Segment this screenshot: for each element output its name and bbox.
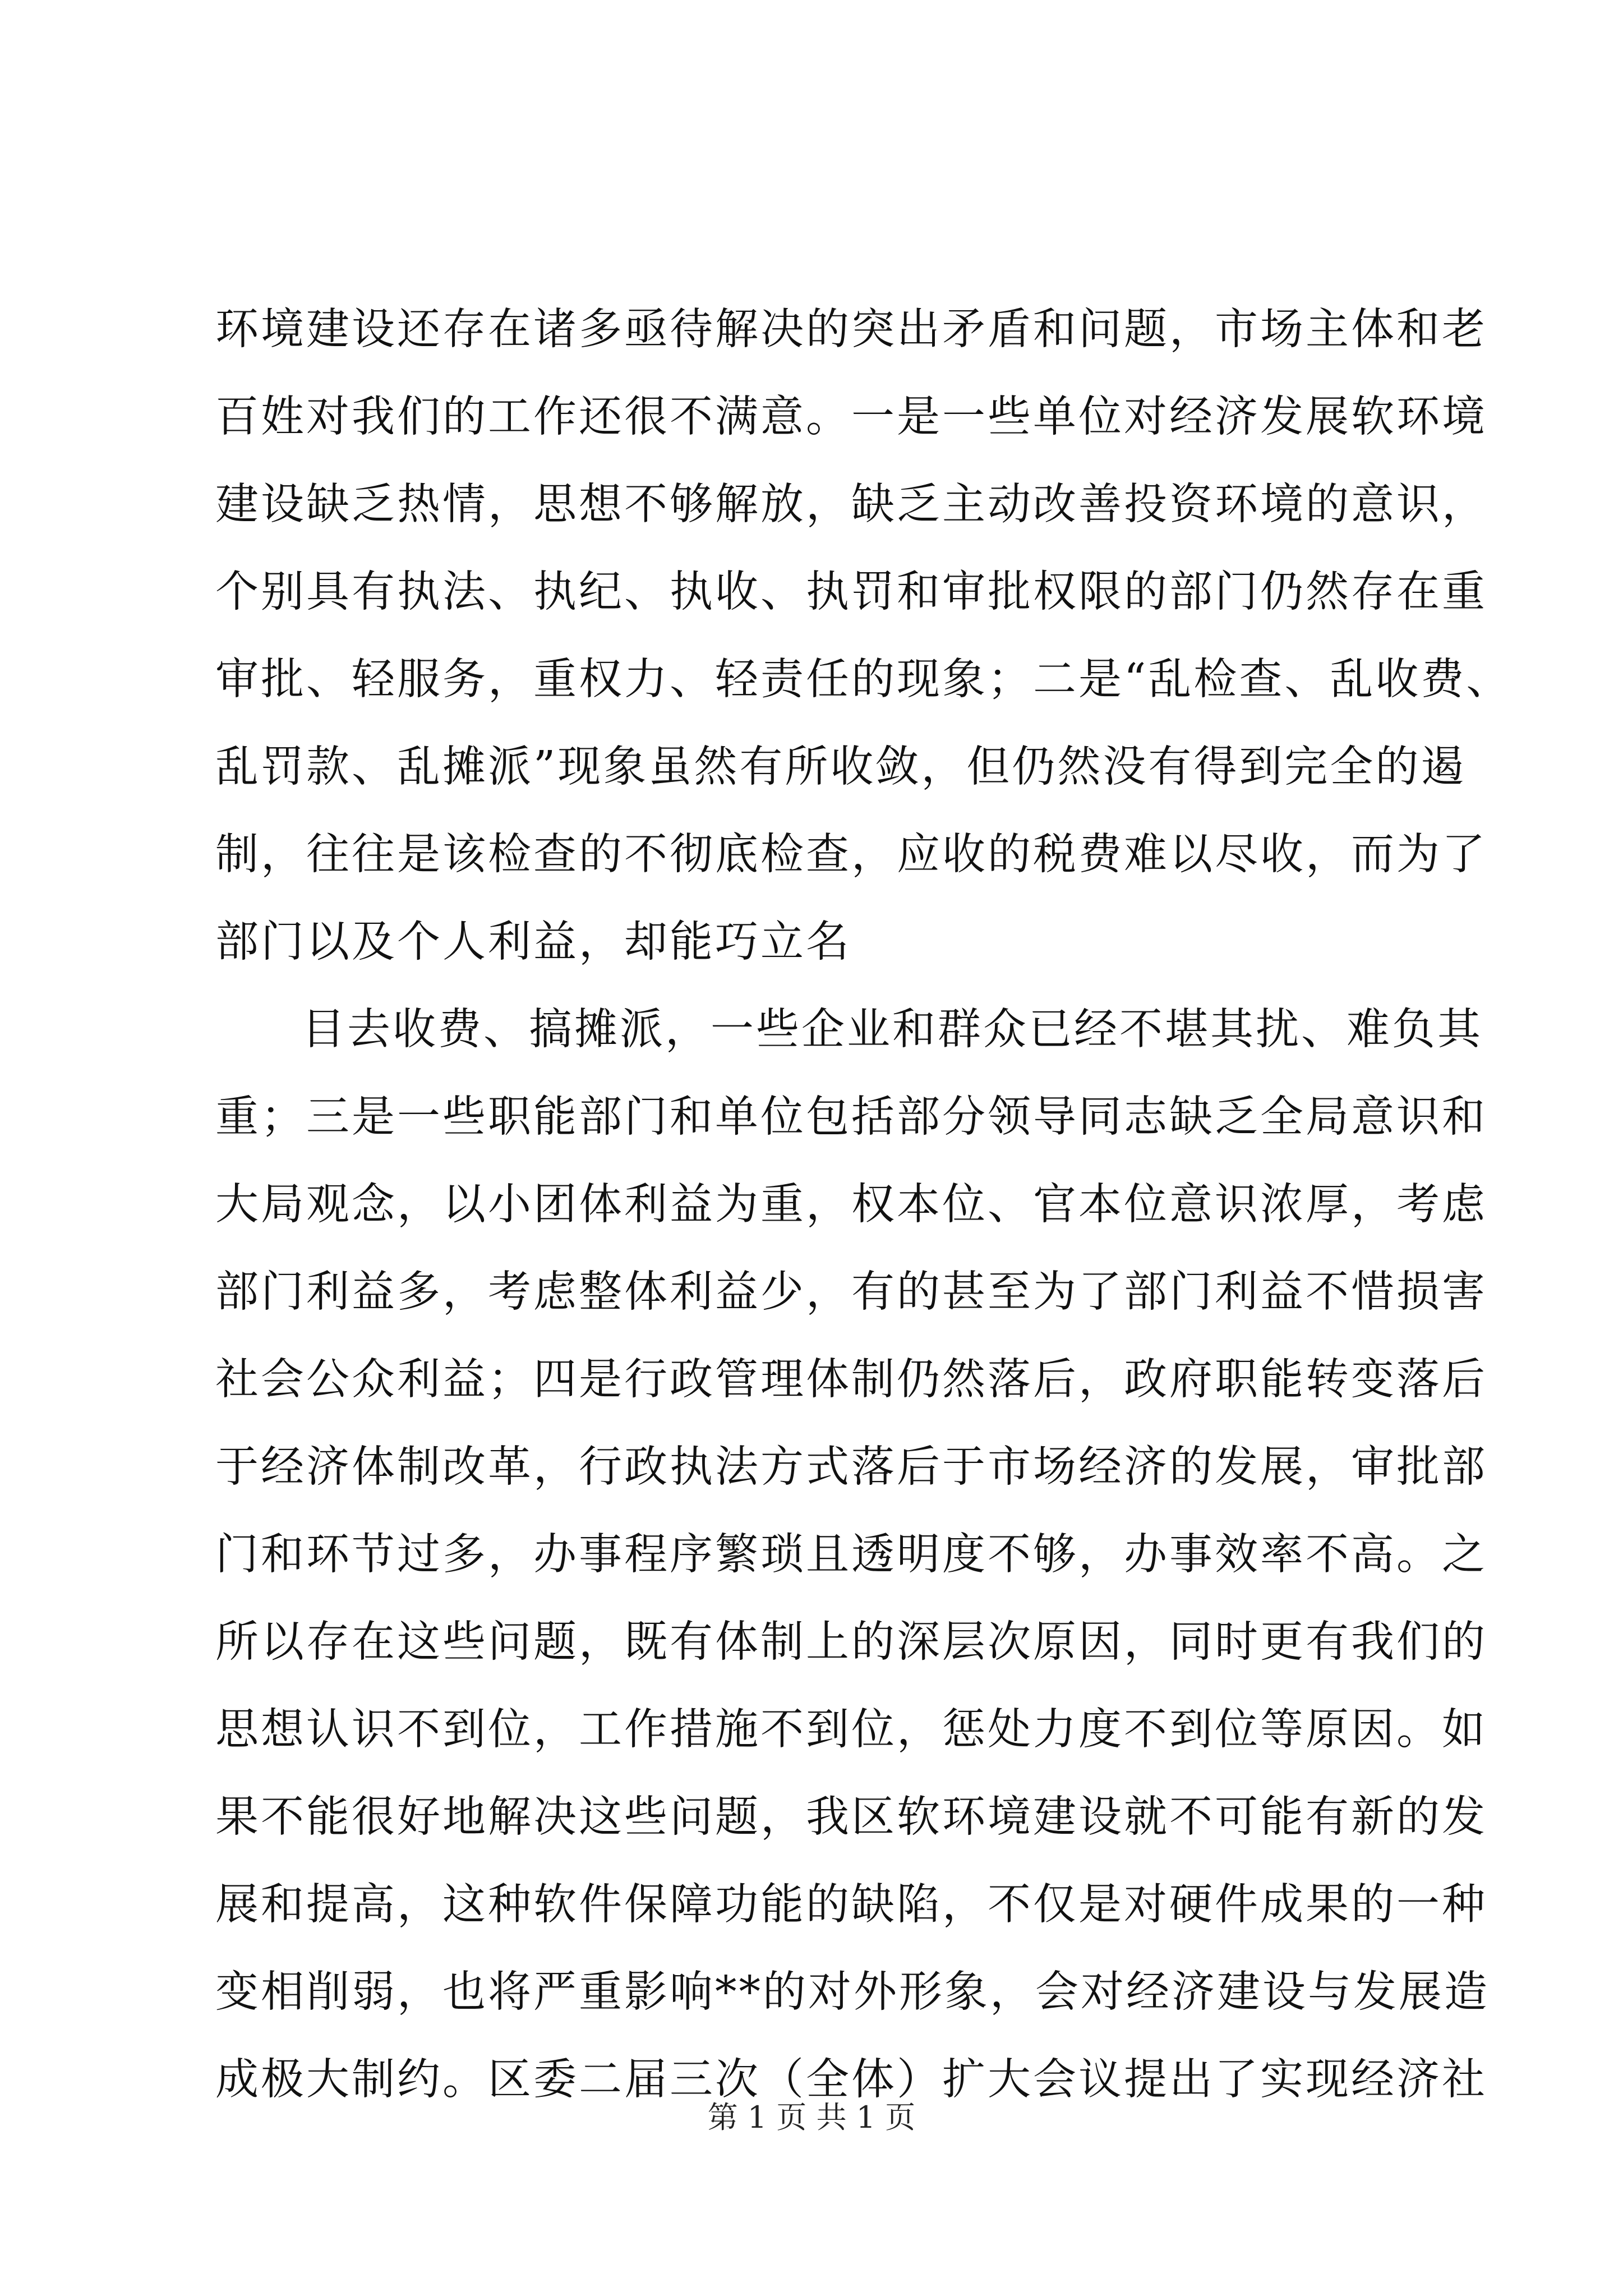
paragraph-2-line-9: 思想认识不到位，工作措施不到位，惩处力度不到位等原因。如 — [215, 1705, 1487, 1755]
paragraph-2-line-1: 目去收费、搞摊派，一些企业和群众已经不堪其扰、难负其 — [302, 1005, 1483, 1055]
paragraph-1-line-3: 建设缺乏热情，思想不够解放，缺乏主动改善投资环境的意识， — [215, 480, 1487, 530]
paragraph-2-line-2: 重；三是一些职能部门和单位包括部分领导同志缺乏全局意识和 — [215, 1092, 1487, 1142]
paragraph-2-line-11: 展和提高，这种软件保障功能的缺陷，不仅是对硬件成果的一种 — [215, 1880, 1487, 1930]
paragraph-1-line-2: 百姓对我们的工作还很不满意。一是一些单位对经济发展软环境 — [215, 392, 1487, 442]
page-number-label: 第 1 页 共 1 页 — [707, 2100, 916, 2135]
paragraph-2-line-3: 大局观念，以小团体利益为重，权本位、官本位意识浓厚，考虑 — [215, 1180, 1487, 1230]
paragraph-1-line-4: 个别具有执法、执纪、执收、执罚和审批权限的部门仍然存在重 — [215, 567, 1487, 617]
paragraph-2-line-8: 所以存在这些问题，既有体制上的深层次原因，同时更有我们的 — [215, 1617, 1487, 1667]
paragraph-2-line-10: 果不能很好地解决这些问题，我区软环境建设就不可能有新的发 — [215, 1792, 1487, 1842]
paragraph-2-line-12: 变相削弱，也将严重影响**的对外形象，会对经济建设与发展造 — [215, 1967, 1490, 2017]
paragraph-1-line-7: 制，往往是该检查的不彻底检查，应收的税费难以尽收，而为了 — [215, 830, 1487, 880]
page-footer — [0, 2098, 1623, 2137]
paragraph-2-line-6: 于经济体制改革，行政执法方式落后于市场经济的发展，审批部 — [215, 1442, 1487, 1492]
paragraph-2-line-13: 成极大制约。区委二届三次（全体）扩大会议提出了实现经济社 — [215, 2055, 1487, 2105]
paragraph-1-line-1: 环境建设还存在诸多亟待解决的突出矛盾和问题，市场主体和老 — [215, 305, 1487, 355]
paragraph-1-line-6: 乱罚款、乱摊派”现象虽然有所收敛，但仍然没有得到完全的遏 — [215, 742, 1467, 792]
paragraph-1-line-5: 审批、轻服务，重权力、轻责任的现象；二是“乱检查、乱收费、 — [215, 655, 1512, 705]
paragraph-1-line-8: 部门以及个人利益，却能巧立名 — [215, 917, 851, 967]
paragraph-2-line-4: 部门利益多，考虑整体利益少，有的甚至为了部门利益不惜损害 — [215, 1267, 1487, 1317]
paragraph-2-line-7: 门和环节过多，办事程序繁琐且透明度不够，办事效率不高。之 — [215, 1530, 1487, 1580]
paragraph-2-line-5: 社会公众利益；四是行政管理体制仍然落后，政府职能转变落后 — [215, 1355, 1487, 1405]
